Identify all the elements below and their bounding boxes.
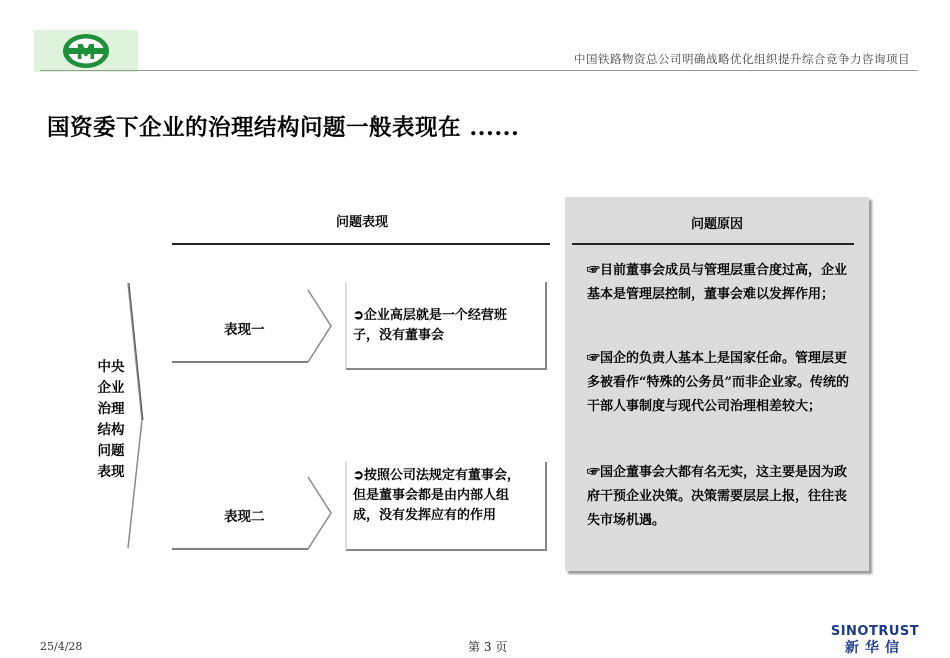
root-label-line: 结构 [97,422,125,438]
root-label-line: 企业 [97,380,125,396]
manifestation-1-label: 表现一 [224,322,265,338]
root-label-line: 表现 [97,464,125,480]
cause-panel [565,197,869,571]
description-text: 企业高层就是一个经营班子，没有董事会 [353,308,507,343]
page-number: 第 3 页 [468,640,508,654]
footer-date: 25/4/28 [40,640,83,653]
cause-text: 目前董事会成员与管理层重合度过高，企业基本是管理层控制，董事会难以发挥作用； [587,263,848,302]
root-label-line: 中央 [97,359,125,375]
manifestation-column-header: 问题表现 [335,215,388,230]
root-label [94,357,128,483]
manifestation-1-description [353,306,531,346]
cause-item [587,259,857,307]
header-title: 中国铁路物资总公司明确战略优化组织提升综合竞争力咨询项目 [574,52,910,66]
brand-name-cn: 新华信 [845,640,905,656]
cause-text: 国企的负责人基本上是国家任命。管理层更多被看作“特殊的公务员”而非企业家。传统的干部人事制度与现代公司治理相差较大； [587,351,849,414]
root-label-line: 治理 [97,401,125,417]
root-label-line: 问题 [97,443,125,459]
cause-item [587,461,857,533]
cause-column-header: 问题原因 [690,217,743,232]
cause-text: 国企董事会大都有名无实，这主要是因为政府干预企业决策。决策需要层层上报，往往丧失市场机遇。 [587,465,848,528]
manifestation-2-label: 表现二 [224,509,265,525]
circled-arrow-icon: ➲ [353,308,364,323]
pointing-hand-icon: ☞ [587,465,601,480]
circled-arrow-icon: ➲ [353,468,364,483]
brand-name-en: SINOTRUST [830,624,920,639]
page-title: 国资委下企业的治理结构问题一般表现在 ...... [47,115,520,141]
svg-text:M: M [76,40,96,64]
brand-logo [820,625,930,657]
description-text: 按照公司法规定有董事会，但是董事会都是由内部人组成，没有发挥应有的作用 [353,468,520,523]
pointing-hand-icon: ☞ [587,263,601,278]
cause-item [587,347,857,419]
cause-column-rule [572,243,854,245]
pointing-hand-icon: ☞ [587,351,601,366]
manifestation-2-description [353,466,531,526]
